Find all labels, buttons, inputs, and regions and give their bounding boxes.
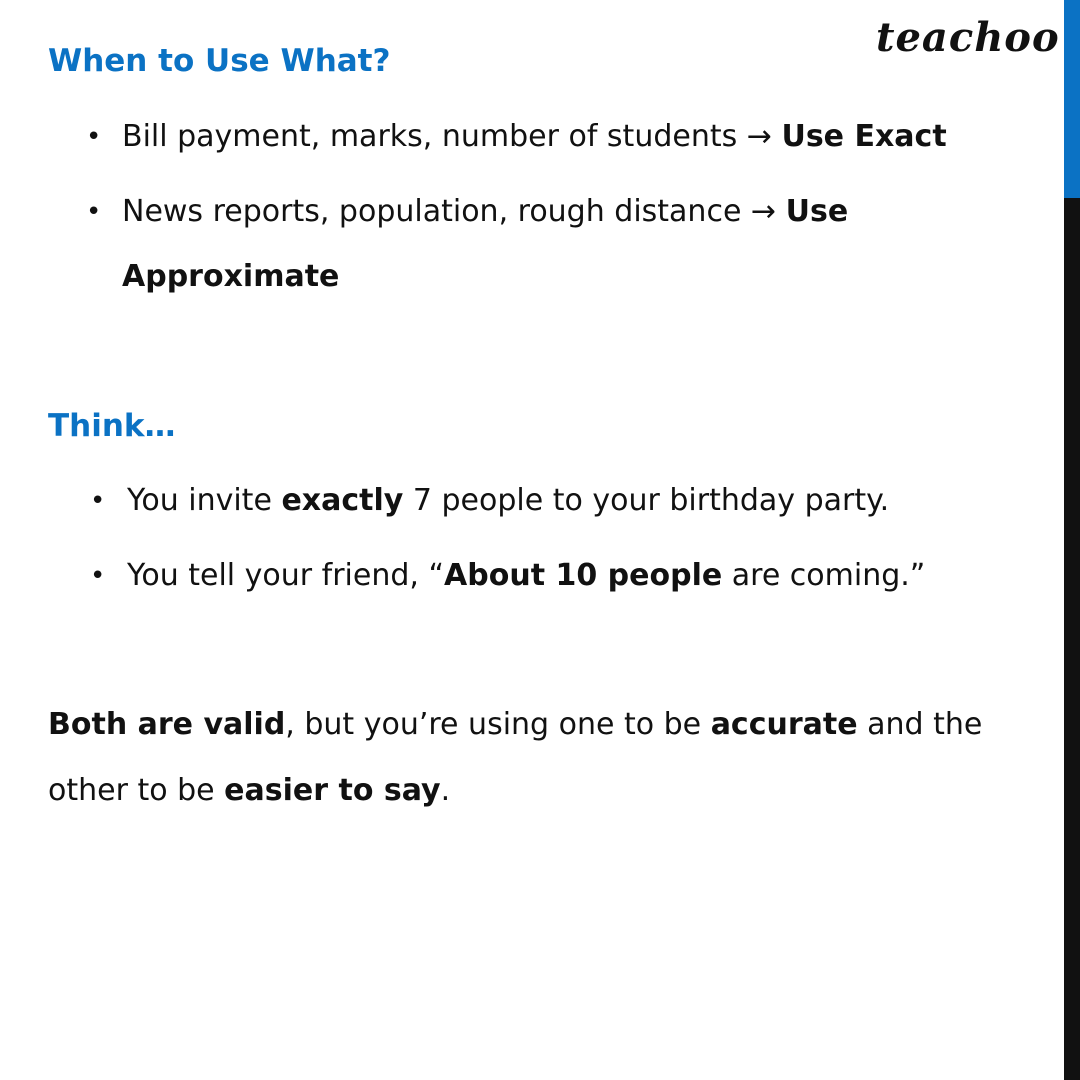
list-item	[122, 179, 848, 245]
sidebar-accent-bottom	[1064, 198, 1080, 1080]
sidebar-accent-top	[1064, 0, 1080, 198]
list-item-emphasis: exactly	[281, 483, 404, 518]
teachoo-logo: teachoo	[876, 14, 1060, 61]
list-item-text: Bill payment, marks, number of students →	[122, 119, 782, 154]
list-item	[127, 543, 925, 609]
list-item-text: are coming.”	[722, 558, 926, 593]
list-item-emphasis: Use	[785, 194, 849, 229]
section-heading-when-to-use: When to Use What?	[48, 43, 391, 79]
conclusion-paragraph	[48, 692, 1038, 824]
bullet-icon: •	[90, 561, 106, 591]
conclusion-text: , but you’re using one to be	[285, 707, 711, 742]
conclusion-emphasis: easier to say	[224, 773, 441, 808]
conclusion-text: .	[440, 773, 451, 808]
list-item-emphasis: Approximate	[122, 259, 340, 294]
list-item-text: You invite	[127, 483, 282, 518]
list-item-text: You tell your friend, “	[127, 558, 445, 593]
list-item-text: 7 people to your birthday party.	[403, 483, 890, 518]
list-item-emphasis: About 10 people	[444, 558, 723, 593]
list-item-continuation	[122, 244, 339, 310]
list-item-emphasis: Use Exact	[781, 119, 947, 154]
bullet-icon: •	[86, 122, 102, 152]
bullet-icon: •	[86, 197, 102, 227]
conclusion-emphasis: accurate	[710, 707, 858, 742]
bullet-icon: •	[90, 486, 106, 516]
list-item	[122, 104, 947, 170]
section-heading-think: Think…	[48, 408, 176, 444]
list-item	[127, 468, 889, 534]
conclusion-emphasis: Both are valid	[48, 707, 286, 742]
list-item-text: News reports, population, rough distance →	[122, 194, 786, 229]
conclusion-text: and the other to be	[48, 707, 983, 808]
